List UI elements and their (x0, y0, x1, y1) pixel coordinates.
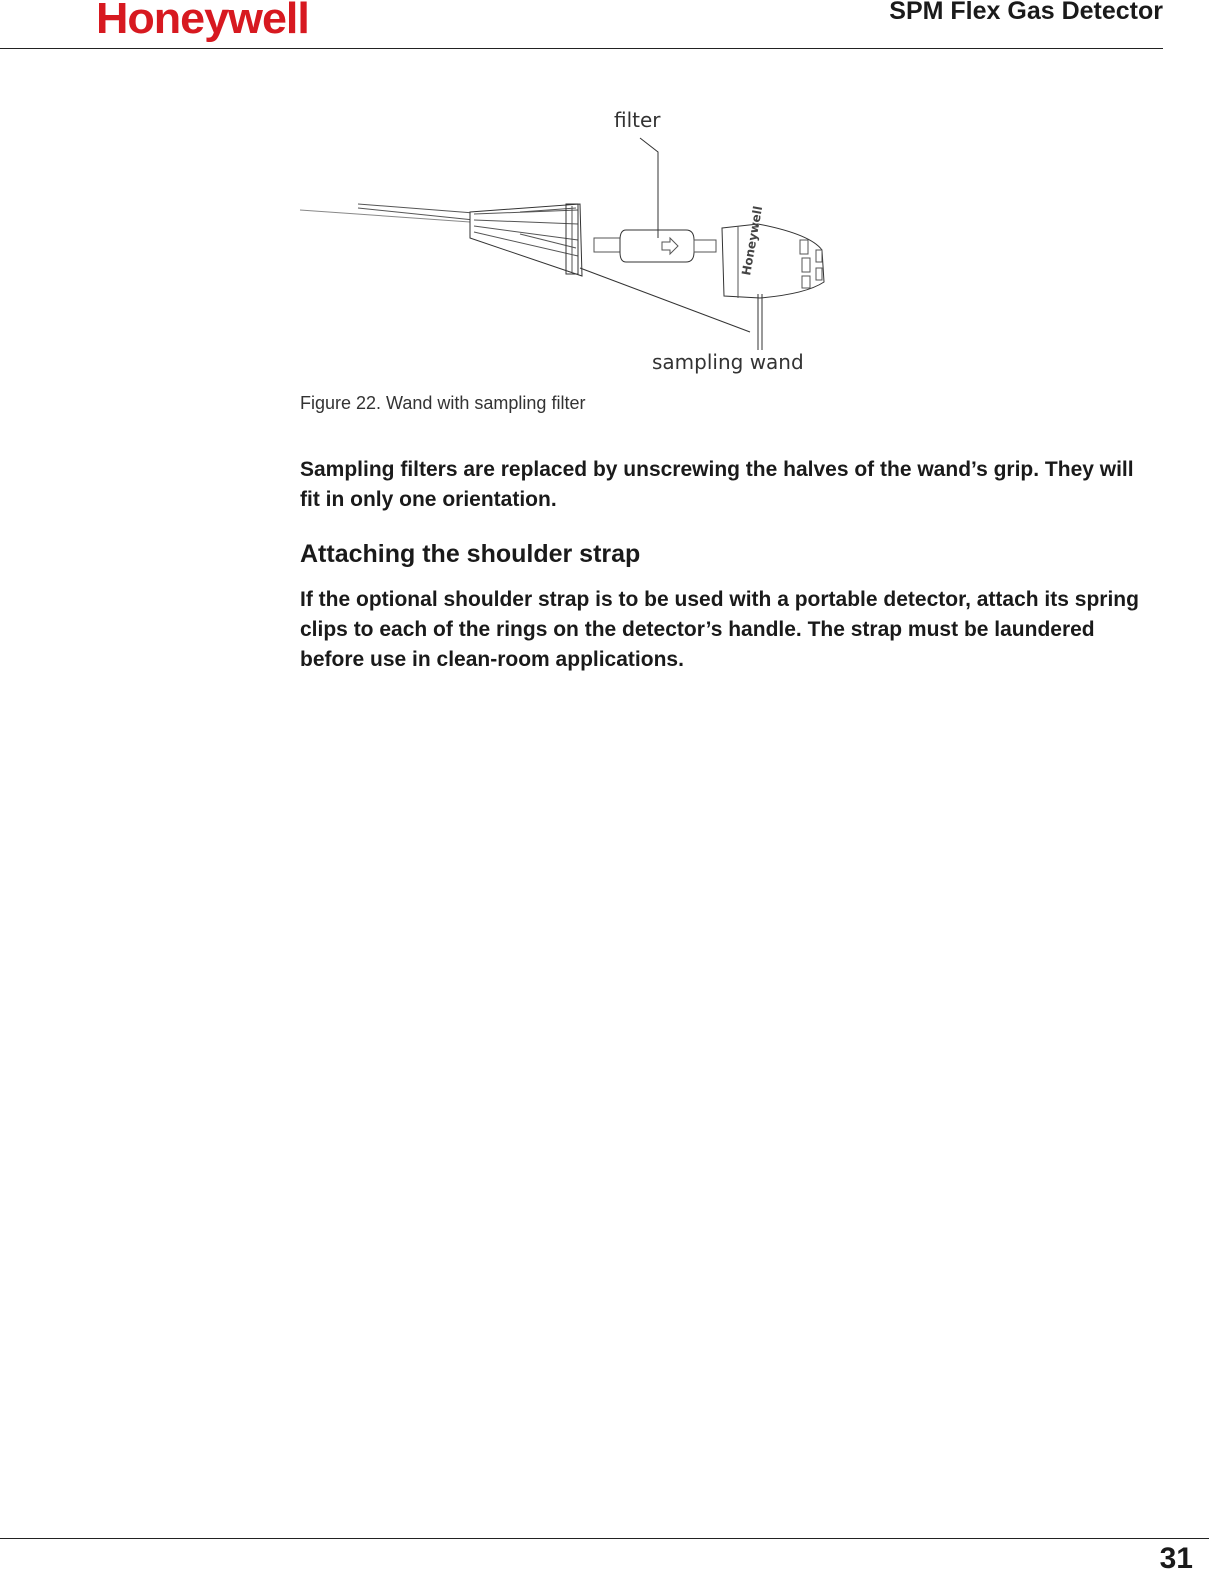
page-number: 31 (1159, 1542, 1193, 1575)
footer-divider (0, 1538, 1209, 1539)
section-heading: Attaching the shoulder strap (300, 540, 641, 568)
shoulder-strap-paragraph: If the optional shoulder strap is to be used with a portable detector, attach its spring clips to each of the rings on the detector’s handle. The strap must be laundered before use in clean-room applications. (300, 588, 1139, 671)
wand-inscription: Honeywell (739, 204, 766, 277)
header-divider (0, 48, 1163, 49)
wand-filter-figure (290, 100, 850, 385)
filter-callout: filter (614, 108, 661, 132)
honeywell-logo: Honeywell (96, 0, 309, 43)
figure-caption: Figure 22. Wand with sampling filter (300, 393, 586, 413)
filter-replacement-paragraph: Sampling filters are replaced by unscrewing the halves of the wand’s grip. They will fit in only one orientation. (300, 458, 1134, 511)
sampling-wand-callout: sampling wand (652, 350, 804, 374)
wand-illustration (290, 100, 850, 385)
document-title: SPM Flex Gas Detector (889, 0, 1163, 25)
